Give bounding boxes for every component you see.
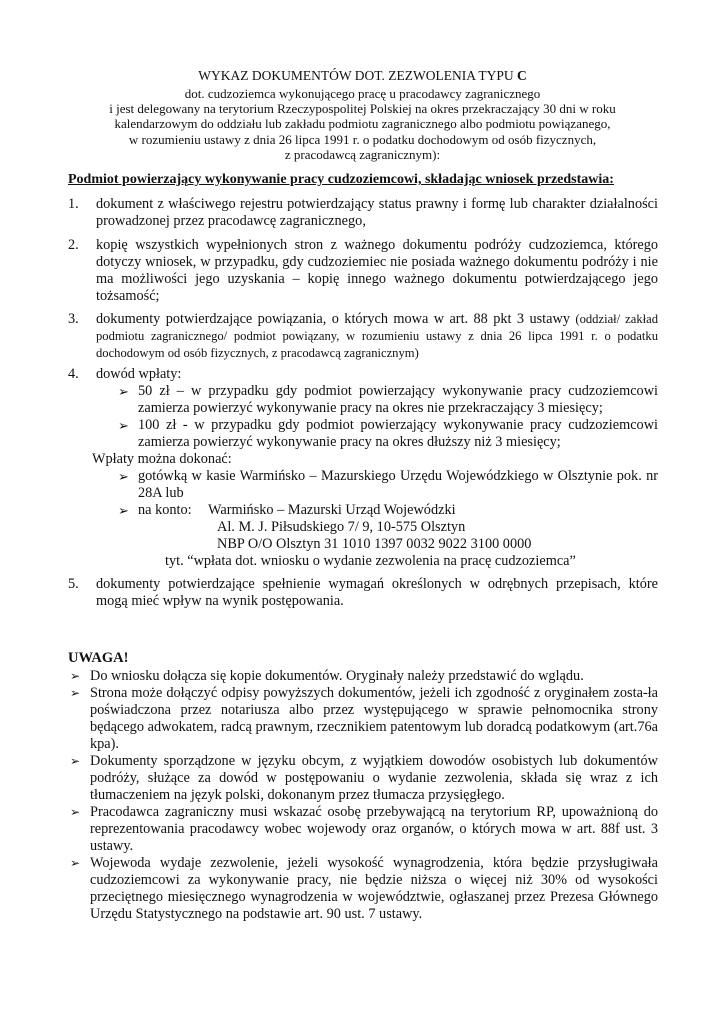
arrow-bullet-icon: ➢ <box>118 469 129 484</box>
payment-cash <box>118 468 658 502</box>
fee-text: 100 zł - w przypadku gdy podmiot powierzający wykonywanie pracy cudzoziemcowi zamierza powierzyć wykonywanie pracy na okres dłuższy niż 3 miesięcy; <box>138 417 658 450</box>
fee-item <box>118 417 658 451</box>
fee-item <box>118 383 658 417</box>
subtitle-line: kalendarzowym do oddziału lub zakładu podmiotu zagranicznego albo podmiotu powiązanego, <box>114 116 611 132</box>
item-text: dokumenty potwierdzające spełnienie wymagań określonych w odrębnych przepisach, które mogą mieć wpływ na wynik postępowania. <box>96 576 658 609</box>
item-number: 5. <box>68 576 79 592</box>
notice-item <box>68 668 658 685</box>
arrow-bullet-icon: ➢ <box>70 856 81 870</box>
document-title <box>0 68 725 84</box>
item-text: kopię wszystkich wypełnionych stron z ważnego dokumentu podróży cudzoziemca, którego dotyczy wniosek, w przypadku, gdy cudzoziemiec nie posiada ważnego dokumentu podróży i nie ma możliwości jego uzyskania – kopię innego ważnego dokumentu potwierdzającego jego tożsamość; <box>96 237 658 304</box>
notice-item <box>68 753 658 804</box>
arrow-bullet-icon: ➢ <box>70 686 81 700</box>
arrow-bullet-icon: ➢ <box>70 805 81 819</box>
list-item <box>68 366 658 383</box>
subtitle-line: i jest delegowany na terytorium Rzeczypospolitej Polskiej na okres przekraczający 30 dni w roku <box>109 101 616 117</box>
item-number: 2. <box>68 237 79 253</box>
payment-title: tyt. “wpłata dot. wniosku o wydanie zezwolenia na pracę cudzoziemca” <box>165 553 576 569</box>
subtitle-line: dot. cudzoziemca wykonującego pracę u pracodawcy zagranicznego <box>184 86 541 101</box>
notice-text: Wojewoda wydaje zezwolenie, jeżeli wysokość wynagrodzenia, która będzie przysługiwała cudzoziemcowi za wykonywanie pracy, nie będzie niższa o więcej niż 30% od wysokości przeciętnego miesięcznego wynagrodzenia w województwie, ogłaszanej przez Prezesa Głównego Urzędu Statystycznego na podstawie art. 90 ust. 7 ustawy. <box>90 855 658 922</box>
item-text-wrap <box>96 311 658 362</box>
payment-cash-text: gotówką w kasie Warmińsko – Mazurskiego Urzędu Wojewódzkiego w Olsztynie pok. nr 28A lub <box>138 468 658 501</box>
notice-text: Pracodawca zagraniczny musi wskazać osobę przebywającą na terytorium RP, upoważnioną do reprezentowania pracodawcy wobec wojewody oraz organów, o których mowa w art. 88f ust. 3 ustawy. <box>90 804 658 854</box>
notice-item <box>68 685 658 753</box>
account-label: na konto: <box>138 502 192 518</box>
section-heading: Podmiot powierzający wykonywanie pracy cudzoziemcowi, składając wniosek przedstawia: <box>68 172 614 187</box>
item-number: 1. <box>68 196 79 212</box>
notice-heading: UWAGA! <box>68 650 129 666</box>
item-text: dokument z właściwego rejestru potwierdzający status prawny i formę lub charakter działalności prowadzonej przez pracodawcę zagranicznego, <box>96 196 658 229</box>
account-name: Warmińsko – Mazurski Urząd Wojewódzki <box>208 502 456 518</box>
item-number: 4. <box>68 366 79 382</box>
fee-text: 50 zł – w przypadku gdy podmiot powierzający wykonywanie pracy cudzoziemcowi zamierza powierzyć wykonywanie pracy na okres nie przekraczający 3 miesięcy; <box>138 383 658 416</box>
notice-text: Strona może dołączyć odpisy powyższych dokumentów, jeżeli ich zgodność z oryginałem zosta-ła poświadczona przez notariusza albo przez występującego w sprawie pełnomocnika strony będącego adwokatem, radcą prawnym, rzecznikiem patentowym lub doradcą podatkowym (art.76a kpa). <box>90 685 658 752</box>
list-item <box>68 196 658 230</box>
title-prefix: WYKAZ DOKUMENTÓW DOT. ZEZWOLENIA TYPU <box>198 68 517 83</box>
document-subtitle <box>90 86 635 162</box>
arrow-bullet-icon: ➢ <box>70 754 81 768</box>
list-item <box>68 576 658 610</box>
arrow-bullet-icon: ➢ <box>118 503 129 518</box>
arrow-bullet-icon: ➢ <box>70 669 81 683</box>
notice-text: Do wniosku dołącza się kopie dokumentów. Oryginały należy przedstawić do wglądu. <box>90 668 584 684</box>
account-bank: NBP O/O Olsztyn 31 1010 1397 0032 9022 3100 0000 <box>217 536 532 552</box>
list-item <box>68 237 658 305</box>
item-number: 3. <box>68 311 79 327</box>
notice-text: Dokumenty sporządzone w języku obcym, z wyjątkiem dowodów osobistych lub dokumentów podróży, służące za dowód w postępowaniu o wydanie zezwolenia, składa się wraz z ich tłumaczeniem na język polski, dokonanym przez tłumacza przysięgłego. <box>90 753 658 803</box>
title-type: C <box>516 68 527 83</box>
notice-item <box>68 855 658 923</box>
item-text: dokumenty potwierdzające powiązania, o których mowa w art. 88 pkt 3 ustawy <box>96 311 576 327</box>
account-address: Al. M. J. Piłsudskiego 7/ 9, 10-575 Olsztyn <box>217 519 466 535</box>
payment-label: Wpłaty można dokonać: <box>92 451 232 467</box>
subtitle-line: z pracodawcą zagranicznym): <box>284 146 441 162</box>
arrow-bullet-icon: ➢ <box>118 418 129 433</box>
arrow-bullet-icon: ➢ <box>118 384 129 399</box>
subtitle-line: w rozumieniu ustawy z dnia 26 lipca 1991 r. o podatku dochodowym od osób fizycznych, <box>128 131 597 147</box>
notice-item <box>68 804 658 855</box>
list-item <box>68 311 658 362</box>
item-text-small: (oddział/ zakład podmiotu zagranicznego/ podmiot powiązany, w rozumieniu ustawy z dnia 26 lipca 1991 r. o podatku dochodowym od osób fizycznych, z pracodawcą zagranicznym) <box>96 312 658 360</box>
item-text: dowód wpłaty: <box>96 366 182 382</box>
